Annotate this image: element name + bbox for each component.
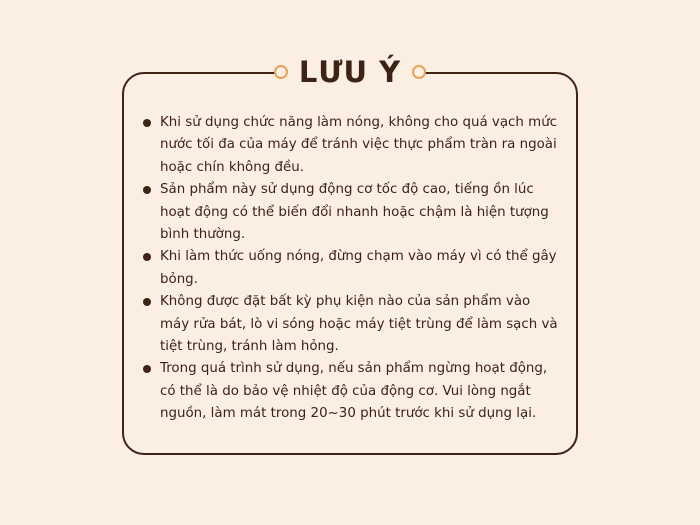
notice-item-text: Khi sử dụng chức năng làm nóng, không cho quá vạch mức nước tối đa của máy để tránh việc thực phẩm tràn ra ngoài hoặc chín không đều. bbox=[160, 115, 558, 175]
notice-title: LƯU Ý bbox=[298, 55, 402, 89]
bullet-icon bbox=[143, 365, 151, 373]
right-circle-ornament-icon bbox=[412, 65, 426, 79]
notice-item-text: Khi làm thức uống nóng, đừng chạm vào máy vì có thể gây bỏng. bbox=[160, 249, 557, 287]
bullet-icon bbox=[143, 186, 151, 194]
notice-header bbox=[0, 50, 700, 94]
notice-item bbox=[140, 179, 560, 246]
notice-item-text: Trong quá trình sử dụng, nếu sản phẩm ngừng hoạt động, có thể là do bảo vệ nhiệt độ của động cơ. Vui lòng ngắt nguồn, làm mát trong 20~30 phút trước khi sử dụng lại. bbox=[160, 361, 548, 422]
notice-item-text: Không được đặt bất kỳ phụ kiện nào của sản phẩm vào máy rửa bát, lò vi sóng hoặc máy tiệt trùng để làm sạch và tiệt trùng, tránh làm hỏng. bbox=[160, 294, 558, 355]
notice-item bbox=[140, 112, 560, 179]
notice-item-text: Sản phẩm này sử dụng động cơ tốc độ cao, tiếng ồn lúc hoạt động có thể biến đổi nhanh hoặc chậm là hiện tượng bình thường. bbox=[160, 182, 549, 243]
bullet-icon bbox=[143, 253, 151, 261]
left-circle-ornament-icon bbox=[274, 65, 288, 79]
bullet-icon bbox=[143, 119, 151, 127]
bullet-icon bbox=[143, 298, 151, 306]
notice-item bbox=[140, 291, 560, 358]
notice-list bbox=[140, 112, 560, 426]
notice-item bbox=[140, 358, 560, 425]
notice-item bbox=[140, 246, 560, 291]
notice-title-box bbox=[277, 50, 423, 94]
